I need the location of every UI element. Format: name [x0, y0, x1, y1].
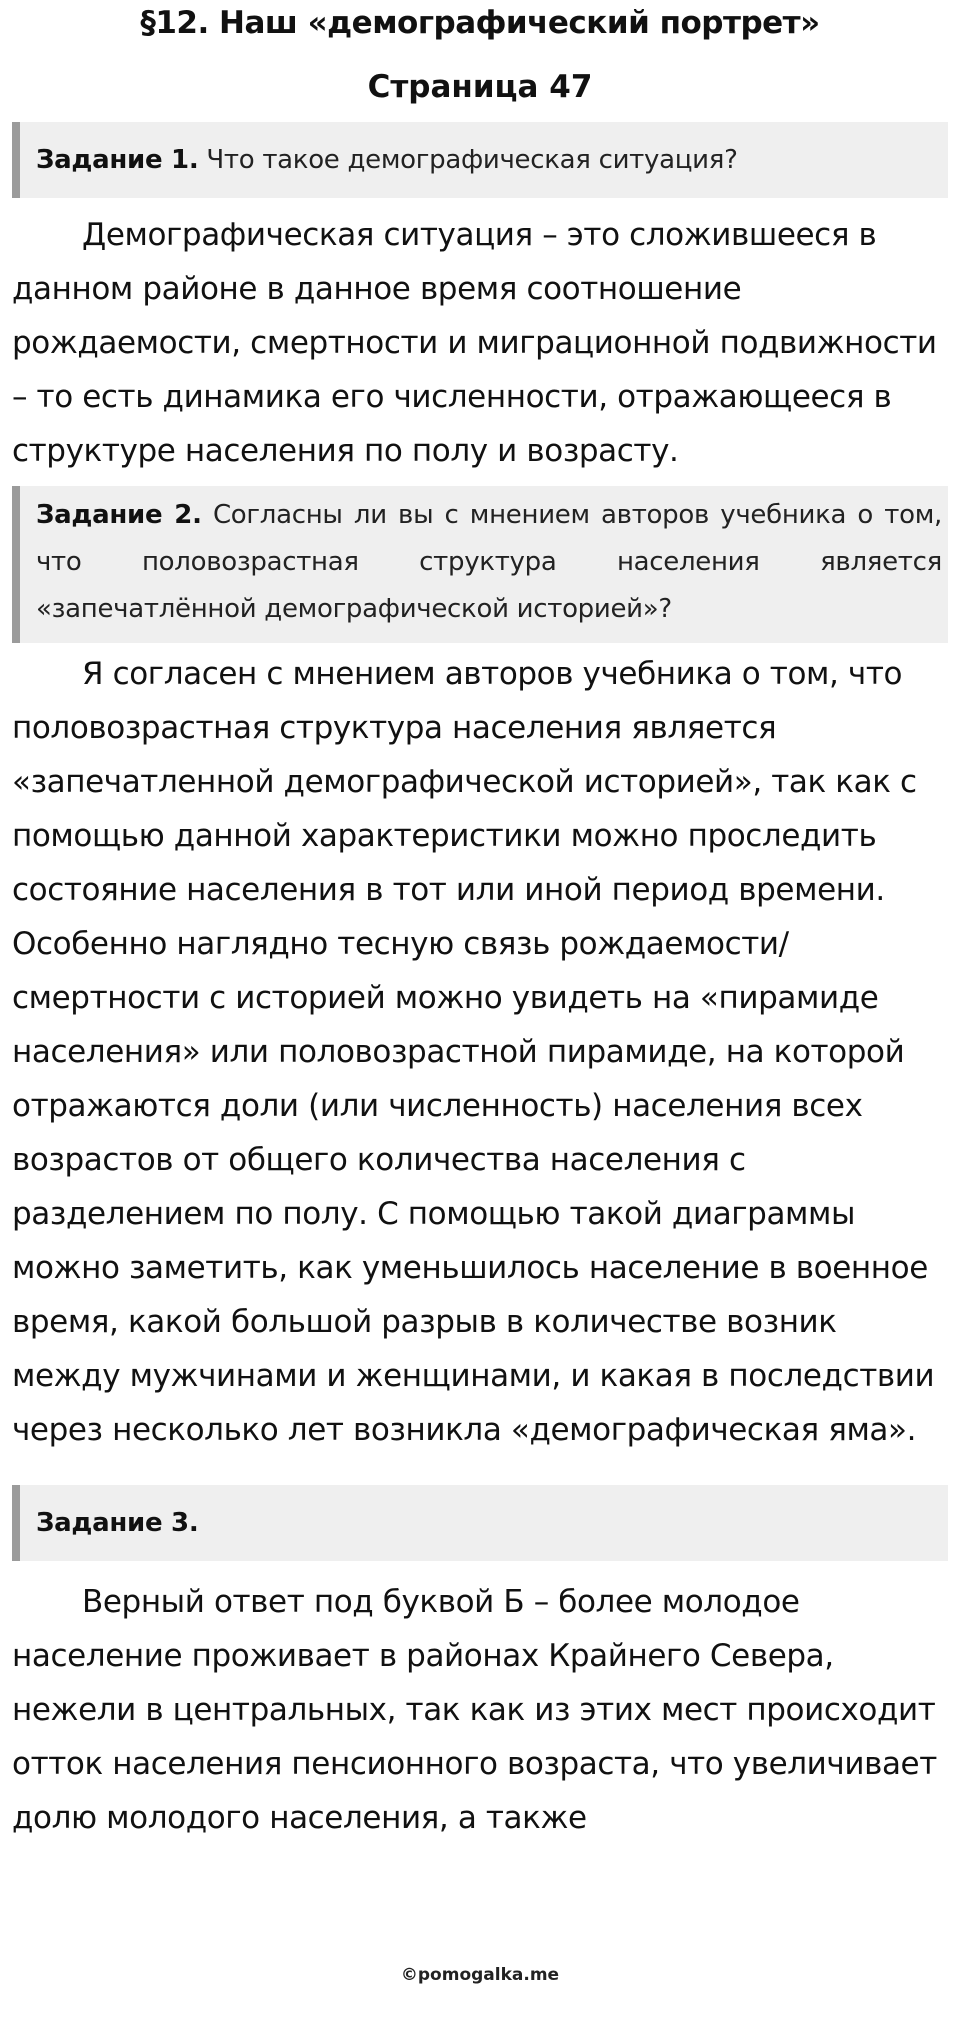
- watermark: ©pomogalka.me: [400, 1965, 560, 1985]
- section-title: §12. Наш «демографический портрет»: [140, 5, 820, 41]
- page-number: Страница 47: [367, 69, 593, 105]
- task-2-answer: Я согласен с мнением авторов учебника о том, что половозрастная структура населения является «запечатленной демографической историей», так как с помощью данной характеристики можно проследить состояние населения в тот или иной период времени. Особенно наглядно тесную связь рождаемости/смертности с историей можно увидеть на «пирамиде населения» или половозрастной пирамиде, на которой отражаются доли (или численность) населения всех возрастов от общего количества населения с разделением по полу. С помощью такой диаграммы можно заметить, как уменьшилось население в военное время, какой большой разрыв в количестве возник между мужчинами и женщинами, и какая в последствии через несколько лет возникла «демографическая яма».: [12, 656, 935, 1448]
- task-2-answer-paragraph: [12, 647, 948, 1457]
- task-3-question-box: [12, 1485, 948, 1561]
- task-2-question: Согласны ли вы с мнением авторов учебника о том, что половозрастная структура населения является «запечатлённой демографической историей»?: [36, 500, 942, 624]
- task-2-label: Задание 2.: [36, 500, 202, 530]
- task-1-label: Задание 1.: [36, 145, 199, 175]
- task-1-question: Что такое демографическая ситуация?: [206, 145, 738, 175]
- task-2-question-box: [12, 486, 948, 643]
- task-3-label: Задание 3.: [36, 1508, 199, 1538]
- task-3-answer-paragraph: [12, 1575, 948, 1845]
- task-1-question-box: [12, 122, 948, 198]
- task-1-answer: Демографическая ситуация – это сложившееся в данном районе в данное время соотношение рождаемости, смертности и миграционной подвижности – то есть динамика его численности, отражающееся в структуре населения по полу и возрасту.: [12, 217, 937, 469]
- task-1-answer-paragraph: [12, 208, 948, 478]
- task-3-answer: Верный ответ под буквой Б – более молодое население проживает в районах Крайнего Севера, нежели в центральных, так как из этих мест происходит отток населения пенсионного возраста, что увеличивает долю молодого населения, а также: [12, 1584, 937, 1836]
